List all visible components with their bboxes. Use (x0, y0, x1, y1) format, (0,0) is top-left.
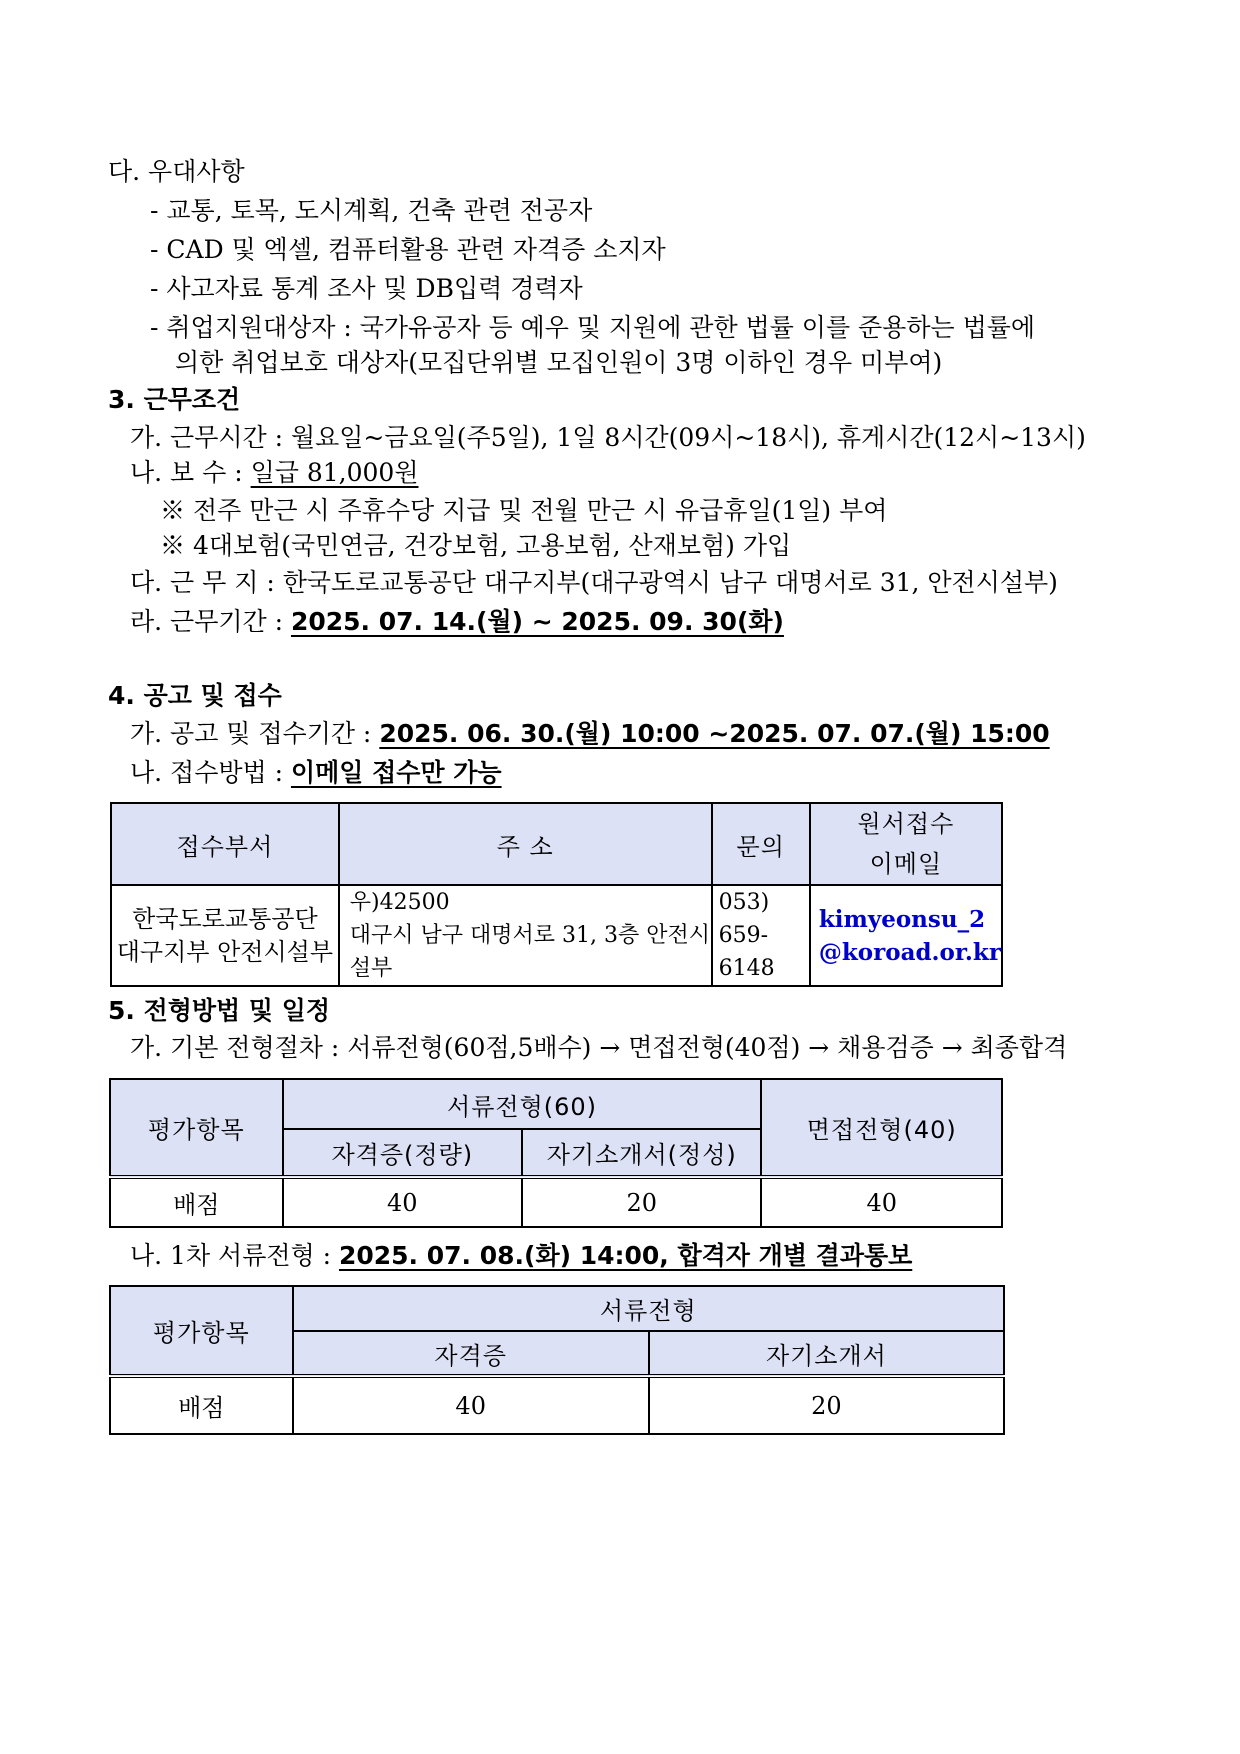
cert-header: 자격증 (293, 1331, 649, 1376)
pay-value: 일급 81,000원 (250, 458, 419, 487)
doc-screening-header: 서류전형(60) (283, 1079, 762, 1129)
pay-label: 나. 보 수 : (130, 458, 251, 487)
notice-period-label: 가. 공고 및 접수기간 : (130, 719, 380, 748)
first-screening-line (130, 1240, 912, 1272)
dept-cell: 한국도로교통공단 대구지부 안전시설부 (111, 885, 339, 986)
preference-heading: 다. 우대사항 (108, 157, 245, 186)
pay-note: ※ 전주 만근 시 주휴수당 지급 및 전월 만근 시 유급휴일(1일) 부여 (160, 496, 888, 525)
intro-header: 자기소개서(정성) (522, 1129, 761, 1177)
method-line (130, 757, 502, 789)
intro-header: 자기소개서 (649, 1331, 1004, 1376)
method-value: 이메일 접수만 가능 (290, 758, 502, 787)
score-label: 배점 (110, 1177, 283, 1227)
email-link[interactable]: kimyeonsu_2 @koroad.or.kr (810, 885, 1002, 986)
address-cell: 우)42500 대구시 남구 대명서로 31, 3층 안전시설부 (339, 885, 712, 986)
preference-item: 의한 취업보호 대상자(모집단위별 모집인원이 3명 이하인 경우 미부여) (175, 348, 943, 377)
period-label: 라. 근무기간 : (130, 607, 291, 636)
section3-heading: 3. 근무조건 (108, 385, 241, 414)
score-label: 배점 (110, 1376, 293, 1434)
score-value: 40 (293, 1376, 649, 1434)
application-table (110, 802, 1003, 987)
cert-header: 자격증(정량) (283, 1129, 522, 1177)
section5-heading: 5. 전형방법 및 일정 (108, 996, 331, 1025)
period-line (130, 606, 784, 638)
inquiry-cell: 053) 659-6148 (712, 885, 810, 986)
preference-item: - 사고자료 통계 조사 및 DB입력 경력자 (150, 274, 583, 303)
score-value: 40 (283, 1177, 522, 1227)
selection-process: 가. 기본 전형절차 : 서류전형(60점,5배수) → 면접전형(40점) → 채용검증 → 최종합격 (130, 1033, 1068, 1062)
selection-table (109, 1078, 1003, 1228)
preference-item: - 교통, 토목, 도시계획, 건축 관련 전공자 (150, 196, 593, 225)
section4-heading: 4. 공고 및 접수 (108, 681, 282, 710)
first-screening-value: 2025. 07. 08.(화) 14:00, 합격자 개별 결과통보 (338, 1241, 913, 1270)
preference-item: - CAD 및 엑셀, 컴퓨터활용 관련 자격증 소지자 (150, 235, 666, 264)
header-dept: 접수부서 (111, 803, 339, 885)
work-place: 다. 근 무 지 : 한국도로교통공단 대구지부(대구광역시 남구 대명서로 31, 안전시설부) (130, 568, 1058, 597)
notice-period-line (130, 718, 1050, 750)
score-value: 40 (761, 1177, 1002, 1227)
eval-item-header: 평가항목 (110, 1286, 293, 1376)
header-inquiry: 문의 (712, 803, 810, 885)
notice-period-value: 2025. 06. 30.(월) 10:00 ~2025. 07. 07.(월) 15:00 (379, 719, 1050, 748)
score-value: 20 (649, 1376, 1004, 1434)
first-screening-table (109, 1285, 1005, 1435)
eval-item-header: 평가항목 (110, 1079, 283, 1177)
first-screening-label: 나. 1차 서류전형 : (130, 1241, 339, 1270)
doc-screening-header: 서류전형 (293, 1286, 1004, 1331)
pay-line (130, 457, 418, 489)
preference-item: - 취업지원대상자 : 국가유공자 등 예우 및 지원에 관한 법률 이를 준용하는 법률에 (150, 313, 1036, 342)
header-email: 원서접수 이메일 (810, 803, 1002, 885)
insurance-note: ※ 4대보험(국민연금, 건강보험, 고용보험, 산재보험) 가입 (160, 531, 792, 560)
header-address: 주 소 (339, 803, 712, 885)
score-value: 20 (522, 1177, 761, 1227)
period-value: 2025. 07. 14.(월) ~ 2025. 09. 30(화) (290, 607, 784, 636)
work-hours: 가. 근무시간 : 월요일~금요일(주5일), 1일 8시간(09시~18시), 휴게시간(12시~13시) (130, 423, 1086, 452)
method-label: 나. 접수방법 : (130, 758, 291, 787)
interview-header: 면접전형(40) (761, 1079, 1002, 1177)
